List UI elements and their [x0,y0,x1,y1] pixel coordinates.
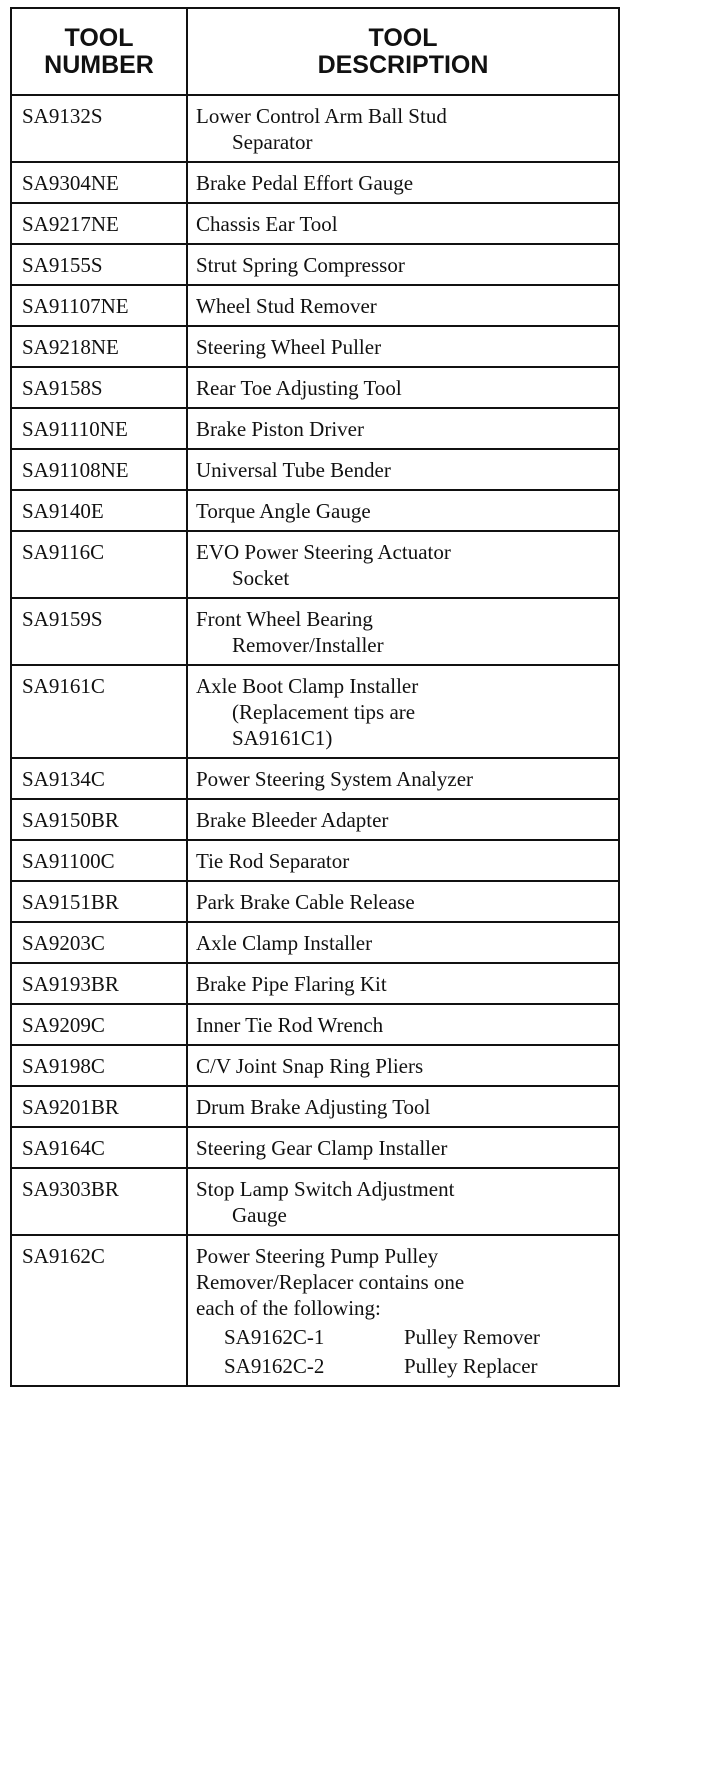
tool-number-cell: SA9198C [11,1045,187,1086]
tool-description-cell [187,963,619,1004]
tool-number-cell: SA9303BR [11,1168,187,1235]
tool-description-cell [187,490,619,531]
table-row [11,1235,619,1386]
table-body [11,95,619,1386]
tool-description-cell [187,162,619,203]
tool-number-cell: SA9162C [11,1235,187,1386]
description-line: SA9161C1) [232,726,333,750]
description-line: Rear Toe Adjusting Tool [196,376,402,400]
tool-number-cell: SA9159S [11,598,187,665]
description-line: Steering Wheel Puller [196,335,382,359]
tool-number-cell: SA91110NE [11,408,187,449]
tool-number-cell: SA9116C [11,531,187,598]
tool-number-cell: SA9140E [11,490,187,531]
tool-description-cell [187,408,619,449]
description-line: Remover/Installer [232,633,384,657]
header-line: TOOL [368,23,438,52]
tool-description-cell [187,1004,619,1045]
component-description: Pulley Replacer [404,1354,538,1378]
description-line: Strut Spring Compressor [196,253,405,277]
tool-description-cell [187,1168,619,1235]
tool-number-cell: SA9155S [11,244,187,285]
component-item [196,1353,612,1379]
tool-number-cell: SA9132S [11,95,187,162]
tool-table [10,7,620,1387]
description-line: EVO Power Steering Actuator [196,540,451,564]
tool-number-cell: SA91108NE [11,449,187,490]
description-line: Stop Lamp Switch Adjustment [196,1177,455,1201]
description-line: Torque Angle Gauge [196,499,371,523]
tool-number-cell: SA9151BR [11,881,187,922]
component-description: Pulley Remover [404,1325,540,1349]
tool-description-cell [187,285,619,326]
description-line: Universal Tube Bender [196,458,391,482]
table-row [11,449,619,490]
table-row [11,1045,619,1086]
tool-description-cell [187,1045,619,1086]
tool-number-cell: SA9304NE [11,162,187,203]
table-row [11,665,619,758]
tool-description-cell [187,840,619,881]
header-tool-number [11,8,187,95]
table-row [11,881,619,922]
table-row [11,840,619,881]
tool-description-cell [187,1127,619,1168]
table-row [11,963,619,1004]
table-row [11,490,619,531]
tool-description-cell [187,203,619,244]
header-row [11,8,619,95]
tool-number-cell: SA9209C [11,1004,187,1045]
tool-description-cell [187,922,619,963]
description-line: Remover/Replacer contains one [196,1270,465,1294]
tool-description-cell [187,598,619,665]
tool-description-cell [187,665,619,758]
tool-number-cell: SA9201BR [11,1086,187,1127]
description-line: Park Brake Cable Release [196,890,415,914]
table-row [11,758,619,799]
tool-number-cell: SA91107NE [11,285,187,326]
description-line: Brake Bleeder Adapter [196,808,389,832]
tool-number-cell: SA9203C [11,922,187,963]
table-row [11,367,619,408]
description-line: Tie Rod Separator [196,849,350,873]
description-line: Separator [232,130,313,154]
tool-description-cell [187,758,619,799]
description-line: Axle Clamp Installer [196,931,373,955]
table-row [11,799,619,840]
tool-number-cell: SA9164C [11,1127,187,1168]
table-row [11,1127,619,1168]
table-row [11,162,619,203]
tool-number-cell: SA91100C [11,840,187,881]
description-line: Socket [232,566,290,590]
table-row [11,1086,619,1127]
tool-number-cell: SA9134C [11,758,187,799]
description-line: Axle Boot Clamp Installer [196,674,419,698]
table-row [11,1004,619,1045]
description-line: Brake Pedal Effort Gauge [196,171,414,195]
component-number: SA9162C-1 [224,1325,325,1349]
tool-description-cell [187,881,619,922]
header-line: TOOL [64,23,134,52]
description-line: Power Steering Pump Pulley [196,1244,439,1268]
tool-description-cell [187,449,619,490]
tool-description-cell [187,799,619,840]
component-number: SA9162C-2 [224,1354,325,1378]
table-row [11,1168,619,1235]
table-row [11,598,619,665]
table-row [11,922,619,963]
tool-description-cell [187,244,619,285]
description-line: Chassis Ear Tool [196,212,338,236]
tool-description-cell [187,531,619,598]
description-line: Drum Brake Adjusting Tool [196,1095,431,1119]
description-line: Inner Tie Rod Wrench [196,1013,384,1037]
tool-number-cell: SA9193BR [11,963,187,1004]
description-line: Gauge [232,1203,287,1227]
description-line: Front Wheel Bearing [196,607,373,631]
table-row [11,408,619,449]
component-item [196,1324,612,1350]
table-row [11,95,619,162]
header-line: DESCRIPTION [317,50,489,79]
tool-description-cell [187,367,619,408]
tool-number-cell: SA9158S [11,367,187,408]
description-line: Steering Gear Clamp Installer [196,1136,448,1160]
tool-number-cell: SA9217NE [11,203,187,244]
description-line: each of the following: [196,1296,381,1320]
table-row [11,326,619,367]
description-line: Brake Pipe Flaring Kit [196,972,387,996]
description-line: Brake Piston Driver [196,417,364,441]
description-line: Power Steering System Analyzer [196,767,474,791]
header-tool-description [187,8,619,95]
table-row [11,285,619,326]
description-line: Lower Control Arm Ball Stud [196,104,447,128]
tool-description-cell [187,1235,619,1386]
header-line: NUMBER [44,50,154,79]
description-line: (Replacement tips are [232,700,416,724]
table-row [11,244,619,285]
tool-number-cell: SA9218NE [11,326,187,367]
tool-description-cell [187,326,619,367]
tool-description-cell [187,1086,619,1127]
tool-number-cell: SA9161C [11,665,187,758]
description-line: Wheel Stud Remover [196,294,377,318]
tool-description-cell [187,95,619,162]
description-line: C/V Joint Snap Ring Pliers [196,1054,424,1078]
table-row [11,531,619,598]
table-row [11,203,619,244]
tool-number-cell: SA9150BR [11,799,187,840]
